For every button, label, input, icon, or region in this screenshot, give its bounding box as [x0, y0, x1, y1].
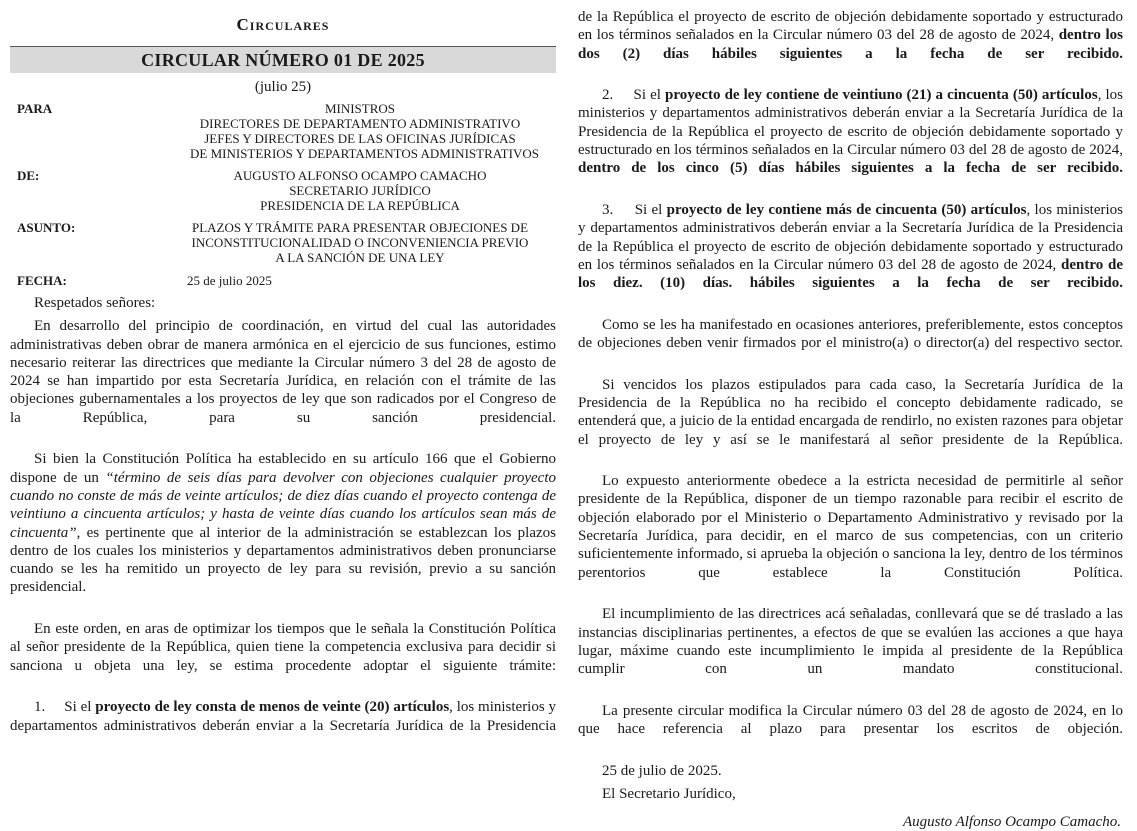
para-line: MINISTROS [324, 101, 396, 116]
asunto-label: ASUNTO: [17, 220, 76, 235]
paragraph-2 [10, 450, 556, 615]
para-line: JEFES Y DIRECTORES DE LAS OFICINAS JURÍDICAS [204, 131, 516, 146]
paragraph-3: En este orden, en aras de optimizar los tiempos que le señala la Constitución Política al señor presidente de la República, quien tiene la competencia exclusiva para decidir si sanciona u objeta una ley, se estima procedente adoptar el siguiente trámite: [10, 621, 556, 674]
item-bold: proyecto de ley contiene más de cincuenta (50) artículos [666, 201, 1027, 218]
item-text: , los ministerios y departamentos administrativos deberán enviar a la Secretaría Jurídica de la Presidencia [10, 699, 556, 734]
paragraph-4: Como se les ha manifestado en ocasiones anteriores, preferiblemente, estos conceptos de objeciones deben venir firmados por el ministro(a) o director(a) del respectivo sector. [578, 316, 1123, 352]
de-line: PRESIDENCIA DE LA REPÚBLICA [260, 198, 460, 213]
para-line: DE MINISTERIOS Y DEPARTAMENTOS ADMINISTRATIVOS [190, 146, 539, 161]
item-number: 2. [602, 87, 614, 104]
closing-title: El Secretario Jurídico, [602, 785, 736, 802]
circular-title: CIRCULAR NÚMERO 01 DE 2025 [10, 46, 556, 73]
item-text: , los ministerios y departamentos administrativos deberán enviar a la Secretaría Jurídica de la Presidencia de la República el proyecto de escrito de objeción debidamente soportado y estructurado en los términos señalados en la Circular número 03 del 28 de agosto de 2024, [578, 87, 1124, 159]
de-block [10, 168, 556, 213]
fecha-label: FECHA: [17, 273, 67, 288]
asunto-line: A LA SANCIÓN DE UNA LEY [275, 250, 445, 265]
item-bold: dentro de los cinco (5) días hábiles siguientes a la fecha de ser recibido. [578, 160, 1123, 177]
para-line: DIRECTORES DE DEPARTAMENTO ADMINISTRATIVO [199, 116, 521, 131]
asunto-line: INCONSTITUCIONALIDAD O INCONVENIENCIA PREVIO [191, 235, 529, 250]
signature: Augusto Alfonso Ocampo Camacho. [902, 814, 1121, 831]
asunto-block [10, 220, 556, 265]
de-line: SECRETARIO JURÍDICO [289, 183, 431, 198]
para-block [10, 101, 556, 161]
item-bold: dentro los dos (2) días hábiles siguientes a la fecha de ser recibido. [578, 27, 1123, 62]
salutation: Respetados señores: [34, 295, 156, 311]
constitution-quote: “término de seis días para devolver con objeciones cualquier proyecto cuando no conste de más de veinte artículos; de diez días cuando el proyecto contenga de veintiuno a cincuenta artículos; y hasta de veinte días cuando los artículos sean más de cincuenta” [10, 469, 556, 541]
asunto-line: PLAZOS Y TRÁMITE PARA PRESENTAR OBJECIONES DE [191, 220, 529, 235]
section-heading: Circulares [236, 15, 330, 34]
item-text: Si el [633, 87, 665, 104]
item-bold: dentro de los diez. (10) días. hábiles siguientes a la fecha de ser recibido. [578, 256, 1123, 292]
para-label: PARA [17, 101, 53, 116]
item-bold: proyecto de ley consta de menos de veinte (20) artículos [95, 699, 450, 716]
list-item-1-continued [578, 8, 1123, 81]
paragraph-7: El incumplimiento de las directrices acá señaladas, conllevará que se dé traslado a las instancias disciplinarias pertinentes, a efectos de que se evalúen las acciones a que haya lugar, máxime cuando este incumplimiento le impida al presidente de la República cumplir con un mandato constitucional. [578, 606, 1123, 678]
item-number: 1. [34, 699, 46, 716]
right-column [578, 8, 1123, 831]
closing-date: 25 de julio de 2025. [602, 762, 722, 779]
item-bold: proyecto de ley contiene de veintiuno (21) a cincuenta (50) artículos [664, 87, 1098, 104]
fecha-value: 25 de julio 2025 [187, 273, 272, 288]
paragraph-5: Si vencidos los plazos estipulados para cada caso, la Secretaría Jurídica de la Presidencia de la República no ha recibido el concepto debidamente radicado, se entenderá que, a juicio de la entidad encargada de rendirlo, no existen razones para objetar el proyecto de ley y así se le manifestará al señor presidente de la República. [578, 376, 1123, 448]
item-text: de la República el proyecto de escrito de objeción debidamente soportado y estructurado en los términos señalados en la Circular número 03 del 28 de agosto de 2024, [578, 9, 1123, 44]
item-text: Si el [634, 201, 667, 218]
list-item-2 [578, 86, 1123, 196]
paragraph-8: La presente circular modifica la Circular número 03 del 28 de agosto de 2024, en lo que hace referencia al plazo para presentar los escritos de objeción. [578, 702, 1123, 737]
fecha-block [10, 273, 556, 288]
de-label: DE: [17, 168, 40, 183]
item-number: 3. [602, 201, 614, 218]
paragraph-2-text: , es pertinente que al interior de la administración se establezcan los plazos dentro de los cuales los ministerios y departamentos administrativos deben pronunciarse cuando se les ha remitido un proyecto de ley para su revisión, previo a su sanción presidencial. [10, 524, 556, 596]
paragraph-6: Lo expuesto anteriormente obedece a la estricta necesidad de permitirle al señor presidente de la República, disponer de un tiempo razonable para recibir el escrito de objeción elaborado por el Ministerio o Departamento Administrativo y revisado por la Secretaría Jurídica, para decidir, en el marco de sus competencias, con un criterio suficientemente informado, si aprueba la objeción o sanciona la ley, dentro de los términos perentorios que establece la Constitución Política. [578, 473, 1123, 581]
de-line: AUGUSTO ALFONSO OCAMPO CAMACHO [233, 168, 487, 183]
paragraph-1: En desarrollo del principio de coordinación, en virtud del cual las autoridades administrativas deben obrar de manera armónica en el ejercicio de sus funciones, estimo necesario reiterar las directrices que mediante la Circular número 3 del 28 de agosto de 2024 se han impartido por esta Secretaría Jurídica, en relación con el trámite de las objeciones gubernamentales a los proyectos de ley que son radicados por el Congreso de la República, para su sanción presidencial. [10, 318, 556, 426]
paragraph-2-text: Si bien la Constitución Política ha establecido en su artículo 166 que el Gobierno dispone de un [10, 451, 556, 486]
list-item-1 [10, 698, 556, 753]
list-item-3 [578, 201, 1123, 311]
item-text: , los ministerios y departamentos administrativos deberán enviar a la Secretaría Jurídica de la Presidencia de la República el proyecto de escrito de objeción debidamente soportado y estructurado en los términos señalados en la Circular número 03 del 28 de agosto de 2024, [578, 201, 1123, 273]
circular-date: (julio 25) [254, 79, 312, 95]
left-column [10, 0, 556, 753]
item-text: Si el [64, 699, 96, 716]
